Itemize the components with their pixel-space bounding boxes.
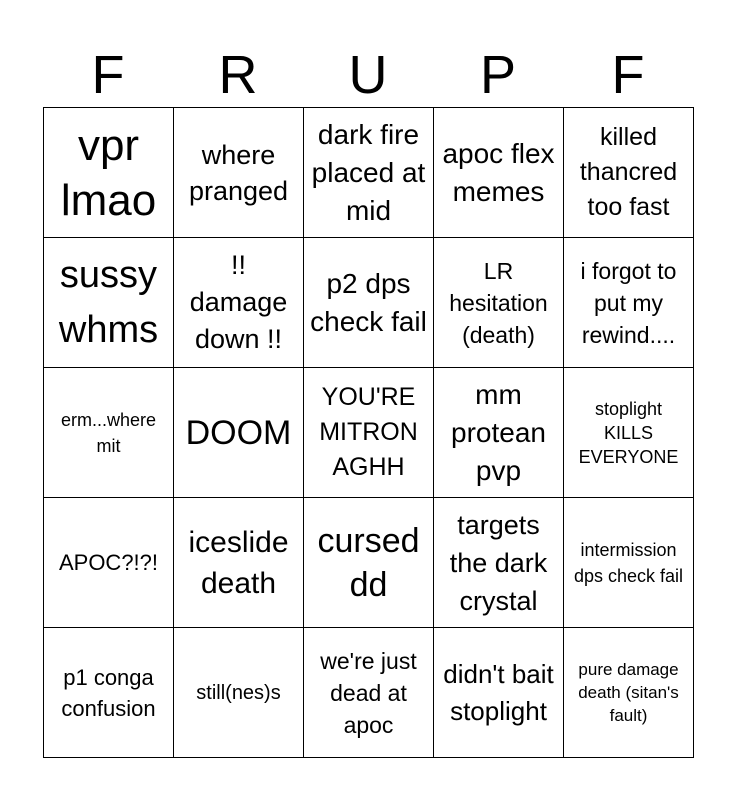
cell-text: intermission dps check fail <box>573 539 684 586</box>
bingo-cell[interactable] <box>174 238 304 368</box>
bingo-cell[interactable] <box>564 238 694 368</box>
cell-text: vpr lmao <box>60 120 157 225</box>
cell-text: sussy whms <box>58 253 159 351</box>
cell-text: dark fire placed at mid <box>311 118 426 226</box>
bingo-cell[interactable] <box>564 498 694 628</box>
bingo-cell[interactable] <box>44 368 174 498</box>
bingo-cell[interactable] <box>174 498 304 628</box>
bingo-cell[interactable] <box>44 498 174 628</box>
cell-text: stoplight KILLS EVERYONE <box>578 398 679 467</box>
cell-text: still(nes)s <box>196 681 281 704</box>
cell-text: we're just dead at apoc <box>320 647 417 738</box>
bingo-cell[interactable] <box>174 108 304 238</box>
cell-text: where pranged <box>188 139 289 206</box>
bingo-cell[interactable] <box>434 238 564 368</box>
cell-text: mm protean pvp <box>451 378 546 486</box>
cell-text: targets the dark crystal <box>449 509 548 616</box>
bingo-cell[interactable] <box>304 498 434 628</box>
bingo-cell[interactable] <box>564 628 694 758</box>
cell-text: killed thancred too fast <box>579 123 678 221</box>
bingo-cell[interactable] <box>434 498 564 628</box>
cell-text: i forgot to put my rewind.... <box>580 257 677 348</box>
header-letter: U <box>348 45 388 105</box>
bingo-cell[interactable] <box>304 368 434 498</box>
cell-text: p1 conga confusion <box>61 664 156 721</box>
cell-text: !! damage down !! <box>189 250 288 354</box>
bingo-cell[interactable] <box>44 238 174 368</box>
header-letter: R <box>218 45 258 105</box>
bingo-cell[interactable] <box>434 108 564 238</box>
cell-text: p2 dps check fail <box>310 267 427 337</box>
cell-text: erm...where mit <box>60 409 157 456</box>
bingo-header <box>43 42 693 108</box>
bingo-cell[interactable] <box>304 628 434 758</box>
cell-text: apoc flex memes <box>442 137 555 207</box>
bingo-cell[interactable] <box>44 628 174 758</box>
cell-text: APOC?!?! <box>58 549 159 575</box>
bingo-cell[interactable] <box>174 628 304 758</box>
bingo-cell[interactable] <box>434 368 564 498</box>
cell-text: YOU'RE MITRON AGHH <box>319 383 418 481</box>
cell-text: iceslide death <box>188 525 289 600</box>
bingo-cell[interactable] <box>44 108 174 238</box>
bingo-cell[interactable] <box>434 628 564 758</box>
header-letter: P <box>479 45 517 105</box>
bingo-cell[interactable] <box>564 108 694 238</box>
cell-text: cursed dd <box>317 521 420 604</box>
bingo-cell[interactable] <box>174 368 304 498</box>
cell-text: DOOM <box>185 413 292 452</box>
cell-text: didn't bait stoplight <box>443 658 554 726</box>
cell-text: pure damage death (sitan's fault) <box>578 660 679 725</box>
bingo-board <box>43 107 694 758</box>
header-letter: F <box>91 45 125 105</box>
header-letter: F <box>611 45 645 105</box>
cell-text: LR hesitation (death) <box>449 257 548 348</box>
bingo-cell[interactable] <box>304 238 434 368</box>
bingo-cell[interactable] <box>564 368 694 498</box>
bingo-cell[interactable] <box>304 108 434 238</box>
